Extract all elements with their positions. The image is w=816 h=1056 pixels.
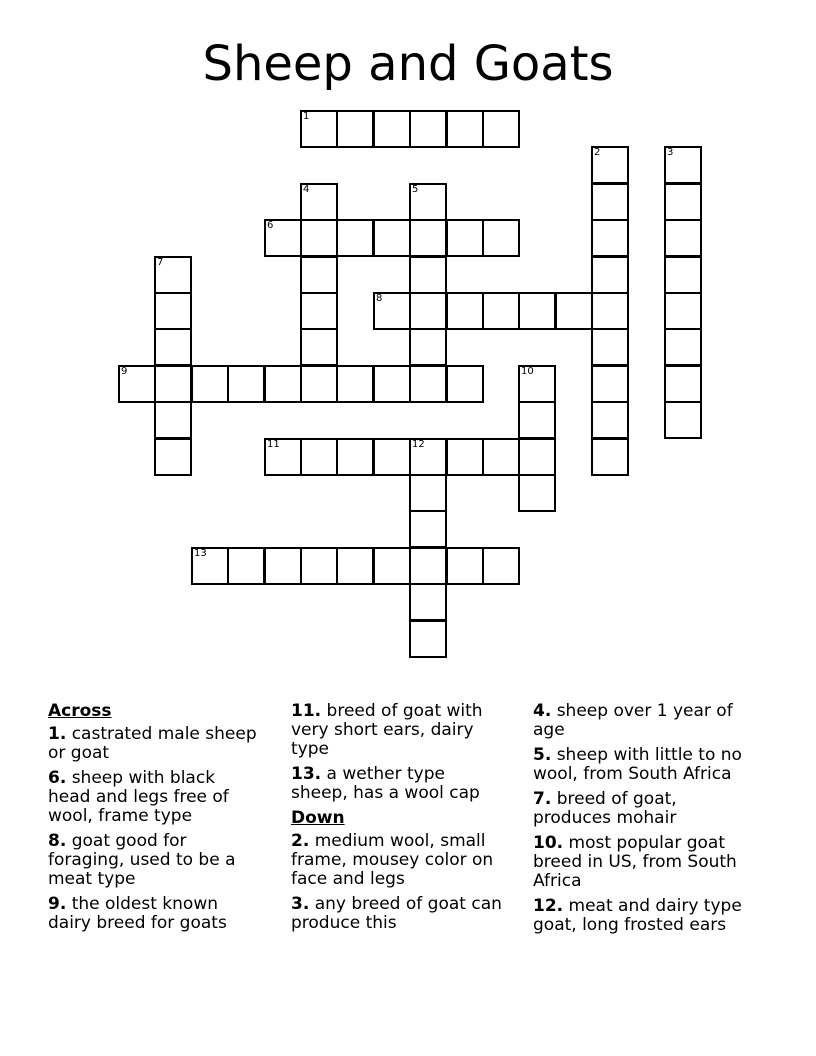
clue-number: 13. [291,764,322,784]
clue-text: medium wool, small frame, mousey color on face and legs [291,831,494,889]
cell-number: 11 [267,439,280,450]
cell-number: 2 [594,147,601,158]
grid-cell[interactable] [664,401,702,439]
grid-cell[interactable] [373,110,411,148]
page-title: Sheep and Goats [202,36,614,92]
grid-cell[interactable] [264,219,302,257]
grid-cell[interactable] [409,256,447,294]
grid-cell[interactable] [191,547,229,585]
grid-cell[interactable] [373,547,411,585]
grid-cell[interactable] [446,219,484,257]
grid-cell[interactable] [336,110,374,148]
grid-cell[interactable] [555,292,593,330]
cell-number: 13 [194,548,207,559]
grid-cell[interactable] [591,183,629,221]
grid-cell[interactable] [664,292,702,330]
clues-column-3 [533,702,745,941]
grid-cell[interactable] [373,438,411,476]
clue-text: sheep with little to no wool, from South Africa [533,745,742,784]
grid-cell[interactable] [518,438,556,476]
grid-cell[interactable] [227,547,265,585]
cell-number: 7 [157,257,164,268]
grid-cell[interactable] [264,547,302,585]
grid-cell[interactable] [300,110,338,148]
grid-cell[interactable] [446,110,484,148]
clue-down-3 [291,895,503,933]
grid-cell[interactable] [591,401,629,439]
grid-cell[interactable] [373,365,411,403]
grid-cell[interactable] [300,219,338,257]
clue-text: a wether type sheep, has a wool cap [291,764,480,803]
grid-cell[interactable] [300,292,338,330]
clues-column-1 [48,702,260,939]
grid-cell[interactable] [409,328,447,366]
grid-cell[interactable] [227,365,265,403]
cell-number: 8 [376,293,383,304]
grid-cell[interactable] [154,328,192,366]
grid-cell[interactable] [264,438,302,476]
grid-cell[interactable] [409,474,447,512]
grid-cell[interactable] [300,183,338,221]
grid-cell[interactable] [482,547,520,585]
grid-cell[interactable] [300,256,338,294]
clue-down-2 [291,832,503,889]
grid-cell[interactable] [482,219,520,257]
clue-number: 9. [48,894,67,914]
grid-cell[interactable] [154,292,192,330]
cell-number: 3 [667,147,674,158]
grid-cell[interactable] [591,292,629,330]
grid-cell[interactable] [518,474,556,512]
clue-number: 5. [533,745,552,765]
grid-cell[interactable] [118,365,156,403]
clue-across-13 [291,765,503,803]
grid-cell[interactable] [264,365,302,403]
cell-number: 5 [412,184,419,195]
grid-cell[interactable] [446,438,484,476]
grid-cell[interactable] [591,146,629,184]
clue-across-6 [48,769,260,826]
grid-cell[interactable] [154,438,192,476]
grid-cell[interactable] [591,365,629,403]
clues-column-2 [291,702,503,939]
clue-down-5 [533,746,745,784]
grid-cell[interactable] [409,292,447,330]
clue-across-11 [291,702,503,759]
grid-cell[interactable] [409,620,447,658]
grid-cell[interactable] [300,438,338,476]
grid-cell[interactable] [664,146,702,184]
clue-down-10 [533,834,745,891]
grid-cell[interactable] [300,365,338,403]
clue-down-4 [533,702,745,740]
down-heading: Down [291,808,345,828]
grid-cell[interactable] [591,256,629,294]
clue-text: meat and dairy type goat, long frosted ears [533,896,742,935]
grid-cell[interactable] [664,328,702,366]
grid-cell[interactable] [518,401,556,439]
grid-cell[interactable] [336,365,374,403]
grid-cell[interactable] [482,292,520,330]
clue-number: 8. [48,831,67,851]
clue-text: goat good for foraging, used to be a meat type [48,831,236,889]
clue-text: sheep over 1 year of age [533,701,733,740]
grid-cell[interactable] [664,219,702,257]
cell-number: 10 [521,366,534,377]
grid-cell[interactable] [446,365,484,403]
clue-number: 6. [48,768,67,788]
clue-number: 10. [533,833,564,853]
clue-across-9 [48,895,260,933]
clue-number: 1. [48,724,67,744]
grid-cell[interactable] [336,219,374,257]
grid-cell[interactable] [591,328,629,366]
cell-number: 9 [121,366,128,377]
grid-cell[interactable] [482,110,520,148]
grid-cell[interactable] [154,256,192,294]
cell-number: 4 [303,184,310,195]
grid-cell[interactable] [336,547,374,585]
grid-cell[interactable] [409,110,447,148]
clue-text: breed of goat, produces mohair [533,789,677,828]
clue-text: castrated male sheep or goat [48,724,257,763]
grid-cell[interactable] [591,438,629,476]
clue-number: 4. [533,701,552,721]
grid-cell[interactable] [409,583,447,621]
clue-down-7 [533,790,745,828]
clue-across-1 [48,725,260,763]
cell-number: 1 [303,111,310,122]
grid-cell[interactable] [409,547,447,585]
grid-cell[interactable] [409,219,447,257]
grid-cell[interactable] [664,183,702,221]
grid-cell[interactable] [446,547,484,585]
across-heading: Across [48,701,112,721]
grid-cell[interactable] [664,256,702,294]
clue-number: 7. [533,789,552,809]
grid-cell[interactable] [664,365,702,403]
grid-cell[interactable] [482,438,520,476]
grid-cell[interactable] [373,292,411,330]
grid-cell[interactable] [591,219,629,257]
grid-cell[interactable] [154,401,192,439]
grid-cell[interactable] [336,438,374,476]
grid-cell[interactable] [409,510,447,548]
clue-across-8 [48,832,260,889]
grid-cell[interactable] [446,292,484,330]
clue-text: any breed of goat can produce this [291,894,502,933]
clue-number: 12. [533,896,564,916]
cell-number: 6 [267,220,274,231]
grid-cell[interactable] [300,328,338,366]
clue-text: the oldest known dairy breed for goats [48,894,227,933]
grid-cell[interactable] [191,365,229,403]
clue-number: 2. [291,831,310,851]
grid-cell[interactable] [518,292,556,330]
grid-cell[interactable] [409,365,447,403]
grid-cell[interactable] [409,183,447,221]
grid-cell[interactable] [518,365,556,403]
clue-number: 11. [291,701,322,721]
grid-cell[interactable] [409,438,447,476]
clue-text: breed of goat with very short ears, dairy type [291,701,483,759]
clue-down-12 [533,897,745,935]
clue-text: sheep with black head and legs free of wool, frame type [48,768,229,826]
clue-number: 3. [291,894,310,914]
clue-text: most popular goat breed in US, from South Africa [533,833,737,891]
grid-cell[interactable] [300,547,338,585]
cell-number: 12 [412,439,425,450]
grid-cell[interactable] [373,219,411,257]
grid-cell[interactable] [154,365,192,403]
